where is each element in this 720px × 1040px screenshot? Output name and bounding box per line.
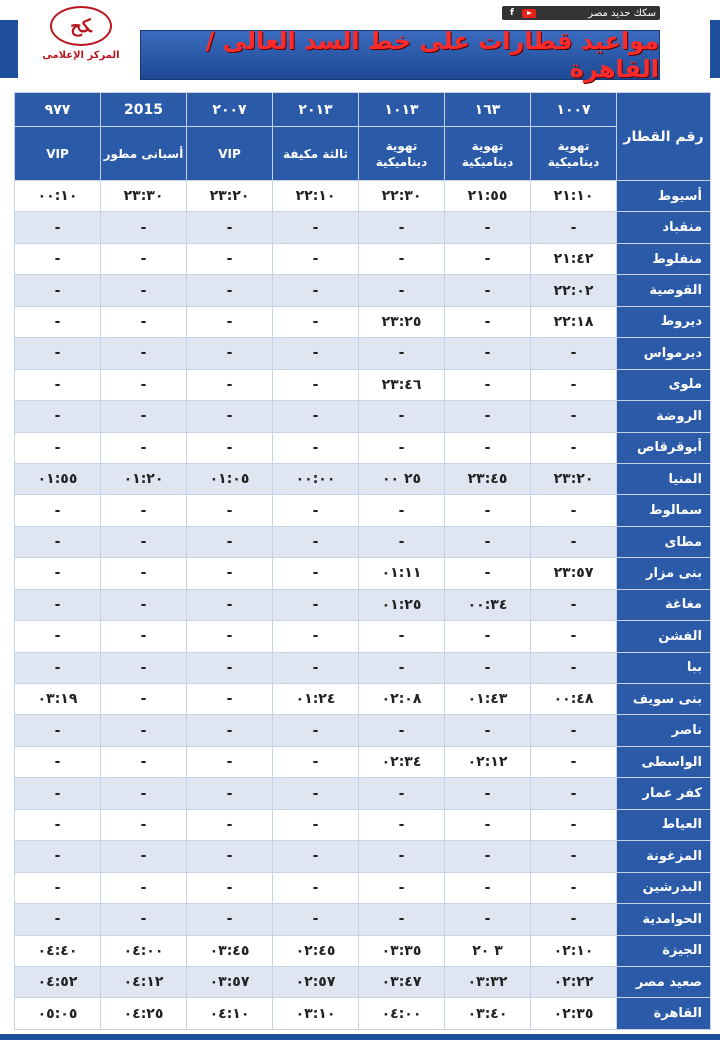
station-name: ناصر xyxy=(617,715,711,746)
time-cell: ٢١:٥٥ xyxy=(445,181,531,212)
table-row xyxy=(15,463,711,494)
time-cell: - xyxy=(101,495,187,526)
station-name: مطاى xyxy=(617,526,711,557)
time-cell: - xyxy=(15,275,101,306)
time-cell: - xyxy=(187,621,273,652)
time-cell: - xyxy=(15,401,101,432)
station-name: الروضة xyxy=(617,401,711,432)
time-cell: - xyxy=(15,495,101,526)
time-cell: - xyxy=(531,652,617,683)
time-cell: - xyxy=(273,243,359,274)
station-name: العياط xyxy=(617,809,711,840)
title-bar xyxy=(140,27,660,83)
time-cell: - xyxy=(187,809,273,840)
time-cell: - xyxy=(359,778,445,809)
time-cell: - xyxy=(273,526,359,557)
time-cell: ٢١:٤٢ xyxy=(531,243,617,274)
table-row xyxy=(15,998,711,1030)
time-cell: - xyxy=(445,715,531,746)
time-cell: - xyxy=(15,243,101,274)
station-name: بنى سويف xyxy=(617,684,711,715)
time-cell: - xyxy=(445,306,531,337)
time-cell: - xyxy=(359,275,445,306)
social-text: سكك حديد مصر xyxy=(588,7,656,19)
time-cell: ٠٠:٤٨ xyxy=(531,684,617,715)
time-cell: - xyxy=(15,338,101,369)
time-cell: - xyxy=(187,338,273,369)
time-cell: - xyxy=(531,715,617,746)
time-cell: - xyxy=(445,495,531,526)
time-cell: - xyxy=(531,526,617,557)
station-name: القاهرة xyxy=(617,998,711,1030)
time-cell: - xyxy=(15,652,101,683)
time-cell: - xyxy=(273,621,359,652)
schedule-body xyxy=(15,181,711,1030)
station-name: أسيوط xyxy=(617,181,711,212)
time-cell: ٢١:١٠ xyxy=(531,181,617,212)
time-cell: - xyxy=(359,652,445,683)
station-name: الواسطى xyxy=(617,746,711,777)
time-cell: - xyxy=(445,841,531,872)
train-type: VIP xyxy=(15,127,101,181)
table-row xyxy=(15,746,711,777)
time-cell: ٢٣:٣٠ xyxy=(101,181,187,212)
time-cell: - xyxy=(359,243,445,274)
time-cell: - xyxy=(359,621,445,652)
train-type: ثالثة مكيفة xyxy=(273,127,359,181)
time-cell: - xyxy=(187,872,273,903)
train-number: ٢٠١٣ xyxy=(273,93,359,127)
time-cell: - xyxy=(273,369,359,400)
train-number-row xyxy=(15,93,711,127)
train-type: تهوية ديناميكية xyxy=(445,127,531,181)
time-cell: - xyxy=(101,589,187,620)
time-cell: - xyxy=(15,746,101,777)
time-cell: - xyxy=(445,212,531,243)
time-cell: - xyxy=(445,809,531,840)
time-cell: ٢٢:١٠ xyxy=(273,181,359,212)
time-cell: ٠١:٢٠ xyxy=(101,463,187,494)
time-cell: ٠٣:٤٥ xyxy=(187,935,273,966)
time-cell: - xyxy=(101,432,187,463)
time-cell: - xyxy=(101,904,187,935)
time-cell: - xyxy=(273,778,359,809)
station-name: منقباد xyxy=(617,212,711,243)
time-cell: - xyxy=(15,872,101,903)
time-cell: ٠١:٢٤ xyxy=(273,684,359,715)
time-cell: - xyxy=(445,275,531,306)
time-cell: - xyxy=(273,212,359,243)
station-name: ديرمواس xyxy=(617,338,711,369)
time-cell: - xyxy=(531,621,617,652)
station-name: سمالوط xyxy=(617,495,711,526)
time-cell: - xyxy=(15,589,101,620)
time-cell: ٠٢:٥٧ xyxy=(273,966,359,997)
time-cell: - xyxy=(531,369,617,400)
time-cell: - xyxy=(101,809,187,840)
time-cell: - xyxy=(531,212,617,243)
schedule-table xyxy=(14,92,711,1030)
time-cell: - xyxy=(531,401,617,432)
table-row xyxy=(15,369,711,400)
time-cell: - xyxy=(101,275,187,306)
time-cell: ٠٣:١٠ xyxy=(273,998,359,1030)
time-cell: - xyxy=(15,715,101,746)
time-cell: ٠٣:٤٧ xyxy=(359,966,445,997)
table-row xyxy=(15,652,711,683)
time-cell: - xyxy=(15,432,101,463)
table-row xyxy=(15,872,711,903)
station-name: كفر عمار xyxy=(617,778,711,809)
table-row xyxy=(15,212,711,243)
time-cell: - xyxy=(101,621,187,652)
station-name: صعيد مصر xyxy=(617,966,711,997)
time-cell: ٠١:٤٣ xyxy=(445,684,531,715)
time-cell: ٠٤:١٢ xyxy=(101,966,187,997)
time-cell: - xyxy=(187,778,273,809)
time-cell: - xyxy=(101,652,187,683)
time-cell: - xyxy=(273,401,359,432)
time-cell: ٠١:٢٥ xyxy=(359,589,445,620)
train-number: ١٠٠٧ xyxy=(531,93,617,127)
time-cell: - xyxy=(101,243,187,274)
time-cell: - xyxy=(187,432,273,463)
station-name: البدرشين xyxy=(617,872,711,903)
table-row xyxy=(15,338,711,369)
time-cell: - xyxy=(101,306,187,337)
time-cell: - xyxy=(445,338,531,369)
time-cell: - xyxy=(445,243,531,274)
time-cell: - xyxy=(101,841,187,872)
time-cell: ٠٣:٤٠ xyxy=(445,998,531,1030)
time-cell: - xyxy=(359,715,445,746)
time-cell: ٢٣:٤٥ xyxy=(445,463,531,494)
station-name: القوصية xyxy=(617,275,711,306)
time-cell: - xyxy=(531,495,617,526)
station-name: الحوامدية xyxy=(617,904,711,935)
station-name: ملوى xyxy=(617,369,711,400)
time-cell: - xyxy=(101,369,187,400)
time-cell: - xyxy=(187,212,273,243)
station-name: ببا xyxy=(617,652,711,683)
time-cell: - xyxy=(101,212,187,243)
table-row xyxy=(15,589,711,620)
time-cell: - xyxy=(187,746,273,777)
page-title: مواعيد قطارات على خط السد العالى / القاهرة xyxy=(205,27,659,83)
right-stripe xyxy=(710,20,720,78)
time-cell: - xyxy=(359,495,445,526)
time-cell: ٠٢:٣٤ xyxy=(359,746,445,777)
time-cell: - xyxy=(187,558,273,589)
railway-logo-icon: ﻜﺢ xyxy=(50,6,112,46)
time-cell: - xyxy=(273,809,359,840)
time-cell: ٠٠:٣٤ xyxy=(445,589,531,620)
time-cell: ٠٤:٤٠ xyxy=(15,935,101,966)
time-cell: ٠٤:٥٢ xyxy=(15,966,101,997)
time-cell: ٠٤:٠٠ xyxy=(101,935,187,966)
time-cell: - xyxy=(445,872,531,903)
train-type-row xyxy=(15,127,711,181)
time-cell: - xyxy=(531,432,617,463)
station-name: المزغونة xyxy=(617,841,711,872)
time-cell: ٠٢:١٢ xyxy=(445,746,531,777)
time-cell: - xyxy=(15,809,101,840)
time-cell: - xyxy=(101,715,187,746)
table-row xyxy=(15,684,711,715)
time-cell: - xyxy=(15,212,101,243)
station-name: الجيزة xyxy=(617,935,711,966)
time-cell: - xyxy=(101,684,187,715)
table-row xyxy=(15,715,711,746)
time-cell: - xyxy=(15,526,101,557)
table-row xyxy=(15,904,711,935)
time-cell: - xyxy=(273,715,359,746)
time-cell: - xyxy=(101,401,187,432)
time-cell: - xyxy=(101,778,187,809)
time-cell: - xyxy=(445,526,531,557)
train-number: ٩٧٧ xyxy=(15,93,101,127)
train-type: أسبانى مطور xyxy=(101,127,187,181)
time-cell: - xyxy=(531,841,617,872)
time-cell: - xyxy=(359,401,445,432)
time-cell: - xyxy=(101,872,187,903)
time-cell: ٢٢:٠٢ xyxy=(531,275,617,306)
time-cell: - xyxy=(15,841,101,872)
train-number: ١٦٣ xyxy=(445,93,531,127)
time-cell: - xyxy=(187,841,273,872)
time-cell: - xyxy=(101,746,187,777)
time-cell: - xyxy=(531,338,617,369)
time-cell: - xyxy=(187,904,273,935)
time-cell: - xyxy=(445,369,531,400)
time-cell: - xyxy=(273,338,359,369)
time-cell: ٠١:٠٥ xyxy=(187,463,273,494)
time-cell: ٢٥ ٠٠ xyxy=(359,463,445,494)
time-cell: - xyxy=(273,558,359,589)
table-row xyxy=(15,306,711,337)
train-type: تهوية ديناميكية xyxy=(531,127,617,181)
table-row xyxy=(15,401,711,432)
time-cell: - xyxy=(273,746,359,777)
time-cell: ٠٢:٠٨ xyxy=(359,684,445,715)
station-name: منفلوط xyxy=(617,243,711,274)
time-cell: - xyxy=(359,904,445,935)
time-cell: ٠٤:١٠ xyxy=(187,998,273,1030)
time-cell: - xyxy=(187,495,273,526)
time-cell: ٢٣:٢٥ xyxy=(359,306,445,337)
time-cell: - xyxy=(187,275,273,306)
time-cell: ٠٣:٣٢ xyxy=(445,966,531,997)
time-cell: ٠٢:٣٥ xyxy=(531,998,617,1030)
train-number: 2015 xyxy=(101,93,187,127)
time-cell: - xyxy=(273,432,359,463)
time-cell: - xyxy=(445,401,531,432)
time-cell: ٠١:١١ xyxy=(359,558,445,589)
time-cell: - xyxy=(445,778,531,809)
time-cell: ٠٠:١٠ xyxy=(15,181,101,212)
table-row xyxy=(15,621,711,652)
time-cell: ٠٥:٠٥ xyxy=(15,998,101,1030)
time-cell: - xyxy=(445,904,531,935)
table-row xyxy=(15,526,711,557)
time-cell: - xyxy=(273,872,359,903)
time-cell: ٠٣:٣٥ xyxy=(359,935,445,966)
station-name: بنى مزار xyxy=(617,558,711,589)
time-cell: - xyxy=(187,652,273,683)
time-cell: ٠٢:١٠ xyxy=(531,935,617,966)
time-cell: - xyxy=(101,558,187,589)
time-cell: - xyxy=(273,306,359,337)
time-cell: ٢٢:١٨ xyxy=(531,306,617,337)
train-type: VIP xyxy=(187,127,273,181)
time-cell: - xyxy=(273,275,359,306)
time-cell: - xyxy=(187,369,273,400)
table-row xyxy=(15,495,711,526)
train-number-label: رقم القطار xyxy=(617,93,711,181)
time-cell: - xyxy=(359,872,445,903)
time-cell: - xyxy=(187,589,273,620)
table-row xyxy=(15,841,711,872)
time-cell: - xyxy=(187,684,273,715)
time-cell: - xyxy=(359,432,445,463)
time-cell: ٣ ٢٠ xyxy=(445,935,531,966)
time-cell: ٠٣:٥٧ xyxy=(187,966,273,997)
table-row xyxy=(15,275,711,306)
time-cell: - xyxy=(531,872,617,903)
time-cell: - xyxy=(15,904,101,935)
time-cell: - xyxy=(187,243,273,274)
time-cell: - xyxy=(15,621,101,652)
table-row xyxy=(15,778,711,809)
left-stripe xyxy=(0,20,18,78)
time-cell: - xyxy=(15,306,101,337)
time-cell: ٠١:٥٥ xyxy=(15,463,101,494)
time-cell: - xyxy=(531,746,617,777)
time-cell: ٢٢:٣٠ xyxy=(359,181,445,212)
time-cell: - xyxy=(531,904,617,935)
table-row xyxy=(15,935,711,966)
time-cell: - xyxy=(187,715,273,746)
time-cell: ٠٣:١٩ xyxy=(15,684,101,715)
station-name: أبوقرقاص xyxy=(617,432,711,463)
time-cell: ٢٣:٢٠ xyxy=(187,181,273,212)
table-row xyxy=(15,809,711,840)
time-cell: ٠٤:٠٠ xyxy=(359,998,445,1030)
station-name: ديروط xyxy=(617,306,711,337)
train-number: ٢٠٠٧ xyxy=(187,93,273,127)
time-cell: ٢٣:٢٠ xyxy=(531,463,617,494)
table-row xyxy=(15,181,711,212)
table-row xyxy=(15,243,711,274)
time-cell: ٠٠:٠٠ xyxy=(273,463,359,494)
time-cell: - xyxy=(15,369,101,400)
table-row xyxy=(15,966,711,997)
time-cell: - xyxy=(15,558,101,589)
time-cell: - xyxy=(359,526,445,557)
time-cell: - xyxy=(273,495,359,526)
time-cell: - xyxy=(273,841,359,872)
time-cell: - xyxy=(15,778,101,809)
bottom-stripe xyxy=(0,1034,720,1040)
time-cell: - xyxy=(359,809,445,840)
time-cell: - xyxy=(187,526,273,557)
time-cell: ٠٢:٤٥ xyxy=(273,935,359,966)
time-cell: - xyxy=(273,904,359,935)
time-cell: ٢٣:٤٦ xyxy=(359,369,445,400)
time-cell: - xyxy=(359,338,445,369)
train-type: تهوية ديناميكية xyxy=(359,127,445,181)
table-row xyxy=(15,432,711,463)
time-cell: - xyxy=(273,589,359,620)
time-cell: - xyxy=(359,841,445,872)
station-name: مغاغة xyxy=(617,589,711,620)
social-bar xyxy=(502,6,660,20)
station-name: المنيا xyxy=(617,463,711,494)
table-row xyxy=(15,558,711,589)
time-cell: ٠٤:٢٥ xyxy=(101,998,187,1030)
time-cell: - xyxy=(273,652,359,683)
station-name: الفشن xyxy=(617,621,711,652)
time-cell: - xyxy=(101,338,187,369)
time-cell: - xyxy=(101,526,187,557)
train-number: ١٠١٣ xyxy=(359,93,445,127)
logo-text: المركز الإعلامى xyxy=(42,50,120,61)
time-cell: - xyxy=(445,652,531,683)
facebook-icon[interactable]: f xyxy=(510,8,514,18)
time-cell: ٠٢:٢٢ xyxy=(531,966,617,997)
time-cell: - xyxy=(531,778,617,809)
time-cell: - xyxy=(445,621,531,652)
time-cell: - xyxy=(187,401,273,432)
time-cell: ٢٣:٥٧ xyxy=(531,558,617,589)
time-cell: - xyxy=(445,558,531,589)
time-cell: - xyxy=(187,306,273,337)
time-cell: - xyxy=(531,589,617,620)
time-cell: - xyxy=(531,809,617,840)
time-cell: - xyxy=(445,432,531,463)
youtube-icon[interactable] xyxy=(522,9,536,18)
schedule-table-wrap xyxy=(14,92,710,1030)
logo xyxy=(40,6,122,76)
time-cell: - xyxy=(359,212,445,243)
